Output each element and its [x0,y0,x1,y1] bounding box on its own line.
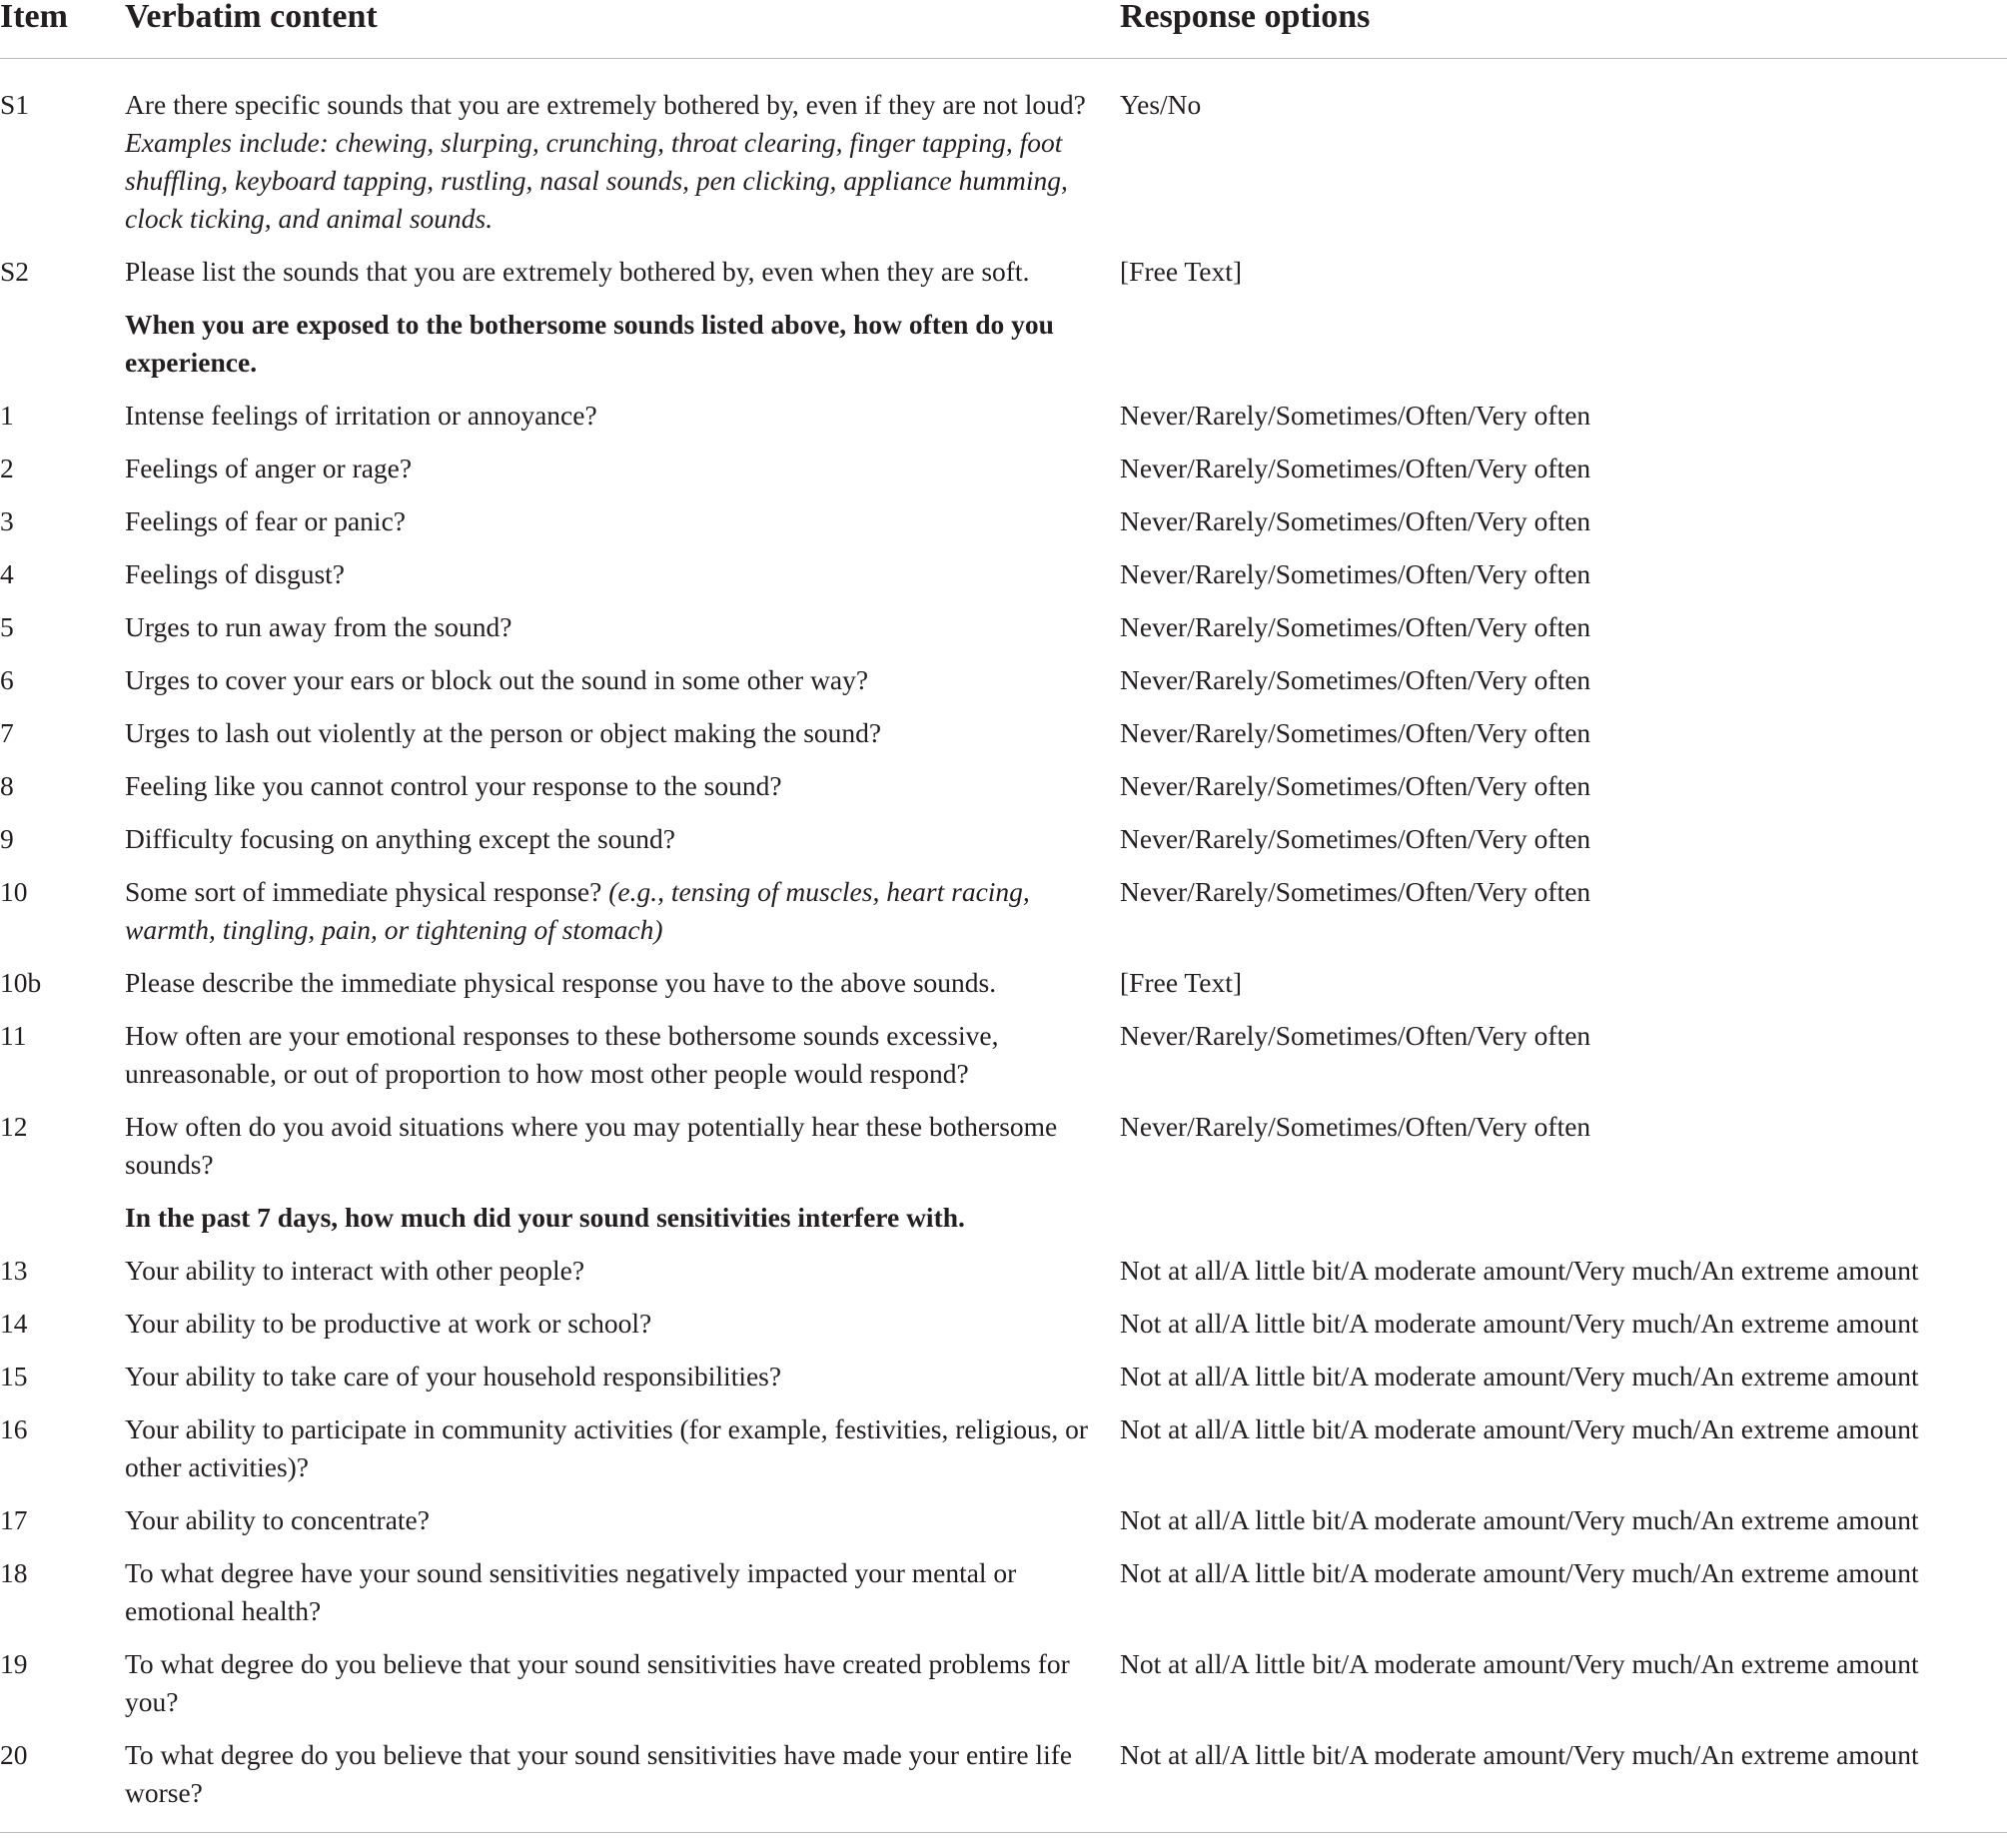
item-text: To what degree do you believe that your sound sensitivities have created problems for you? [125,1648,1070,1717]
item-content [125,1305,1120,1358]
item-text: Your ability to participate in community activities (for example, festivities, religious, or other activities)? [125,1413,1089,1482]
item-response: Never/Rarely/Sometimes/Often/Very often [1120,823,1591,854]
table-row [0,1108,2007,1199]
item-response [1120,306,2007,397]
item-response: Not at all/A little bit/A moderate amount/Very much/An extreme amount [1120,1736,2007,1833]
table-row [0,1554,2007,1645]
table-row [0,502,2007,555]
table-row [0,1410,2007,1501]
table-row [0,1501,2007,1554]
item-content [125,1358,1120,1410]
item-text: Urges to lash out violently at the person or object making the sound? [125,717,882,748]
item-response: Never/Rarely/Sometimes/Often/Very often [1120,876,1591,907]
item-content [125,714,1120,767]
item-examples: (e.g., tensing of muscles, heart racing, warmth, tingling, pain, or tightening of stomach) [125,876,1030,945]
item-examples: Examples include: chewing, slurping, crunching, throat clearing, finger tapping, foot shuffling, keyboard tapping, rustling, nasal sounds, pen clicking, appliance humming, clock ticking, and animal sounds. [125,127,1068,234]
item-content [125,767,1120,820]
table-row [0,555,2007,608]
item-content [125,1501,1120,1554]
item-id: 9 [0,823,14,854]
item-content [125,1645,1120,1736]
header-content: Verbatim content [125,0,1120,59]
item-id: 10 [0,876,28,907]
item-response: Not at all/A little bit/A moderate amount/Very much/An extreme amount [1120,1648,1919,1679]
item-response: Yes/No [1120,89,1202,120]
item-response: Never/Rarely/Sometimes/Often/Very often [1120,505,1591,536]
item-content [125,873,1120,964]
table-row [0,661,2007,714]
item-text: Feelings of fear or panic? [125,505,406,536]
table-row [0,1252,2007,1305]
item-response: Not at all/A little bit/A moderate amount/Very much/An extreme amount [1120,1413,1919,1444]
item-text: Difficulty focusing on anything except the sound? [125,823,675,854]
item-id: 10b [0,967,42,998]
item-content [125,397,1120,450]
item-id: 13 [0,1255,28,1286]
table-row [0,1736,2007,1833]
item-content [125,1252,1120,1305]
item-text: Feelings of disgust? [125,558,345,589]
item-id: 8 [0,770,14,801]
item-content [125,1736,1120,1833]
table-row [0,714,2007,767]
item-response: Not at all/A little bit/A moderate amount/Very much/An extreme amount [1120,1557,1919,1588]
item-id: 5 [0,611,14,642]
item-content [125,1017,1120,1108]
item-id [0,1199,125,1252]
table-row [0,767,2007,820]
item-response: Never/Rarely/Sometimes/Often/Very often [1120,770,1591,801]
item-id: 11 [0,1020,27,1051]
table-row [0,964,2007,1017]
item-id: 20 [0,1736,125,1833]
section-heading-row [0,1199,2007,1252]
item-content [125,608,1120,661]
table-row [0,608,2007,661]
item-text: Please describe the immediate physical response you have to the above sounds. [125,967,997,998]
item-id: 18 [0,1557,28,1588]
section-heading-row [0,306,2007,397]
item-id: 2 [0,453,14,483]
item-response: Never/Rarely/Sometimes/Often/Very often [1120,400,1591,431]
item-response: Not at all/A little bit/A moderate amount/Very much/An extreme amount [1120,1255,1919,1286]
item-content [125,502,1120,555]
item-response: [Free Text] [1120,256,1243,287]
item-response: Never/Rarely/Sometimes/Often/Very often [1120,717,1591,748]
item-content [125,59,1120,254]
item-content [125,820,1120,873]
item-text: Your ability to interact with other people? [125,1255,585,1286]
item-id: 15 [0,1361,28,1391]
section-heading-text: When you are exposed to the bothersome sounds listed above, how often do you experience. [125,309,1054,378]
item-id: 17 [0,1504,28,1535]
item-text: Feeling like you cannot control your response to the sound? [125,770,782,801]
item-response: Never/Rarely/Sometimes/Often/Very often [1120,611,1591,642]
table-row [0,450,2007,502]
table-row [0,1358,2007,1410]
item-text: Urges to cover your ears or block out the sound in some other way? [125,664,869,695]
item-content [125,1410,1120,1501]
item-response: Never/Rarely/Sometimes/Often/Very often [1120,1020,1591,1051]
item-text: Feelings of anger or rage? [125,453,413,483]
table-row [0,1645,2007,1736]
item-id: 14 [0,1308,28,1339]
table-row [0,397,2007,450]
header-row [0,0,2007,59]
item-text: Intense feelings of irritation or annoyance? [125,400,597,431]
item-id: 1 [0,400,14,431]
table-body [0,59,2007,1833]
item-response: Not at all/A little bit/A moderate amount/Very much/An extreme amount [1120,1504,1919,1535]
item-content [125,450,1120,502]
item-content [125,964,1120,1017]
item-response: Not at all/A little bit/A moderate amount/Very much/An extreme amount [1120,1361,1919,1391]
item-content [125,1108,1120,1199]
item-text: Please list the sounds that you are extremely bothered by, even when they are soft. [125,256,1030,287]
item-text: Your ability to concentrate? [125,1504,430,1535]
item-response: Never/Rarely/Sometimes/Often/Very often [1120,453,1591,483]
item-response: Not at all/A little bit/A moderate amount/Very much/An extreme amount [1120,1308,1919,1339]
item-id: 6 [0,664,14,695]
header-item: Item [0,0,125,59]
item-id: S1 [0,89,30,120]
section-heading [125,1199,1120,1252]
item-id: 7 [0,717,14,748]
item-text: Your ability to be productive at work or school? [125,1308,652,1339]
item-id: 19 [0,1648,28,1679]
item-text: To what degree do you believe that your sound sensitivities have made your entire life worse? [125,1739,1073,1808]
item-response: Never/Rarely/Sometimes/Often/Very often [1120,1111,1591,1142]
item-response: Never/Rarely/Sometimes/Often/Very often [1120,664,1591,695]
table-row [0,873,2007,964]
item-text: To what degree have your sound sensitivities negatively impacted your mental or emotional health? [125,1557,1017,1626]
section-heading-text: In the past 7 days, how much did your sound sensitivities interfere with. [125,1202,965,1233]
table-row [0,59,2007,254]
table-row [0,820,2007,873]
item-id: 4 [0,558,14,589]
item-id: 3 [0,505,14,536]
item-text: Some sort of immediate physical response? [125,876,609,907]
item-text: How often do you avoid situations where you may potentially hear these bothersome sounds? [125,1111,1058,1180]
item-response: [Free Text] [1120,967,1243,998]
item-content [125,661,1120,714]
table-row [0,1017,2007,1108]
item-response: Never/Rarely/Sometimes/Often/Very often [1120,558,1591,589]
item-id: S2 [0,256,30,287]
item-text: Are there specific sounds that you are extremely bothered by, even if they are not loud? [125,89,1086,120]
item-content [125,253,1120,306]
table-header [0,0,2007,59]
item-response [1120,1199,2007,1252]
table-row [0,253,2007,306]
item-text: Urges to run away from the sound? [125,611,512,642]
table-row [0,1305,2007,1358]
section-heading [125,306,1120,397]
item-text: Your ability to take care of your household responsibilities? [125,1361,782,1391]
item-id: 16 [0,1413,28,1444]
item-content [125,1554,1120,1645]
header-response: Response options [1120,0,2007,59]
item-text: How often are your emotional responses to these bothersome sounds excessive, unreasonable, or out of proportion to how most other people would respond? [125,1020,999,1089]
item-id [0,306,125,397]
item-id: 12 [0,1111,28,1142]
item-content [125,555,1120,608]
